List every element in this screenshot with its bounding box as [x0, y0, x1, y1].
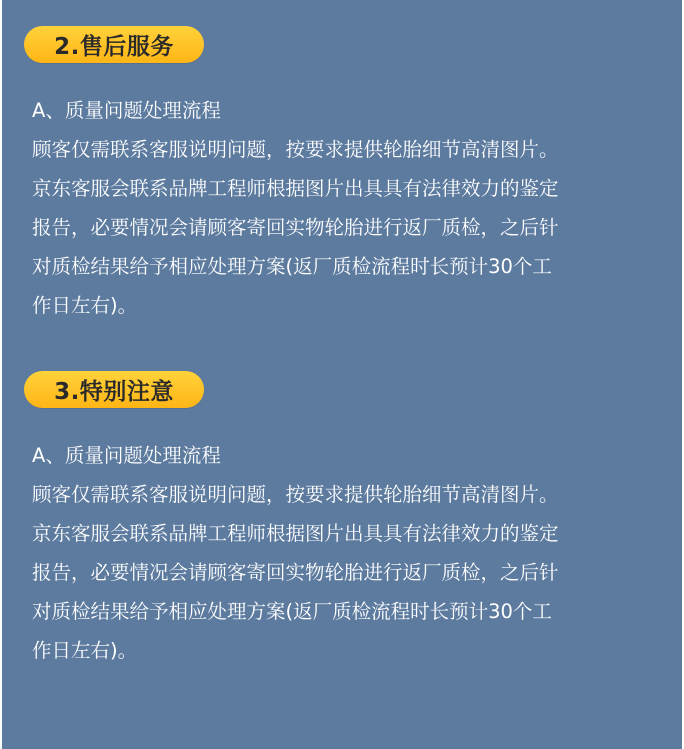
body-line: 顾客仅需联系客服说明问题，按要求提供轮胎细节高清图片。	[32, 483, 559, 506]
body-line: 作日左右)。	[32, 294, 138, 317]
body-line: A、质量问题处理流程	[32, 99, 221, 122]
body-line: 京东客服会联系品牌工程师根据图片出具具有法律效力的鉴定	[32, 177, 559, 200]
section-body	[32, 91, 652, 325]
body-line: 报告，必要情况会请顾客寄回实物轮胎进行返厂质检，之后针	[32, 216, 559, 239]
body-line: 对质检结果给予相应处理方案(返厂质检流程时长预计30个工	[32, 255, 552, 278]
section-heading-badge	[24, 26, 204, 63]
body-line: 对质检结果给予相应处理方案(返厂质检流程时长预计30个工	[32, 600, 552, 623]
info-panel	[2, 0, 682, 749]
body-line: 报告，必要情况会请顾客寄回实物轮胎进行返厂质检，之后针	[32, 561, 559, 584]
body-line: 作日左右)。	[32, 639, 138, 662]
body-line: 京东客服会联系品牌工程师根据图片出具具有法律效力的鉴定	[32, 522, 559, 545]
section-heading: 3.特别注意	[54, 379, 174, 405]
section-heading-badge	[24, 371, 204, 408]
section-heading: 2.售后服务	[54, 34, 174, 60]
body-line: A、质量问题处理流程	[32, 444, 221, 467]
section-body	[32, 436, 652, 670]
body-line: 顾客仅需联系客服说明问题，按要求提供轮胎细节高清图片。	[32, 138, 559, 161]
